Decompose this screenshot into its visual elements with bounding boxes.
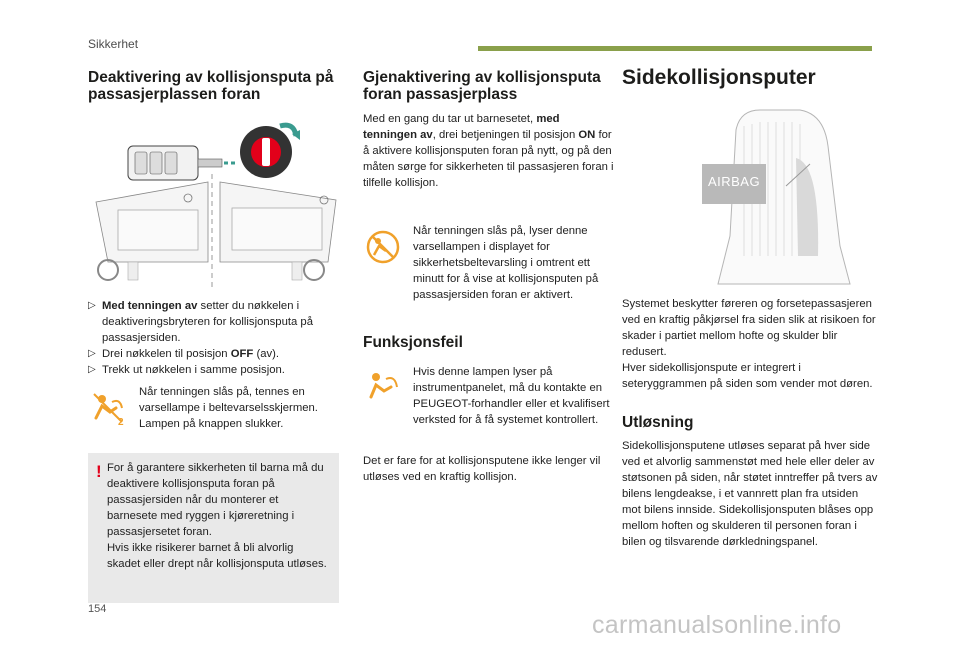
col3-title: Sidekollisjonsputer xyxy=(622,66,816,89)
col1-title: Deaktivering av kollisjonsputa på passasjerplassen foran xyxy=(88,69,334,103)
col1-steps xyxy=(88,298,340,378)
intro-strong: med tenningen av xyxy=(363,113,560,141)
intro-text: , drei betjeningen til posisjon xyxy=(432,129,579,141)
key-switch-illustration xyxy=(88,112,340,292)
bullet-text: (av). xyxy=(253,348,280,360)
bullet-text: Trekk ut nøkkelen i samme posisjon. xyxy=(102,364,285,376)
release-body: Sidekollisjonsputene utløses separat på hver side ved et alvorlig sammenstøt med hele eller deler av støtsonen på siden, når støtet inntreffer på tvers av bilens lengdeakse, i et vannrett plan fra utsiden mot bilens innside. Sidekollisjonsputen blåses opp mellom hoften og skulderen til personen foran i bilen og tilsvarende dørkledningspanel. xyxy=(622,440,878,548)
bullet-strong: OFF xyxy=(230,348,254,360)
intro-text: Med en gang du tar ut barnesetet, xyxy=(363,113,537,125)
side-airbag-seat-illustration xyxy=(700,106,872,288)
col1-indicator-note: Når tenningen slås på, tennes en varsellampe i beltevarselsskjermen. Lampen på knappen slukker. xyxy=(139,386,318,430)
bullet-arrow-icon: ▷ xyxy=(88,364,96,375)
release-title: Utløsning xyxy=(622,414,694,431)
intro-strong: ON xyxy=(578,129,596,141)
header-accent-bar xyxy=(478,46,872,51)
airbag-fault-icon xyxy=(365,369,401,405)
watermark: carmanualsonline.info xyxy=(592,611,842,639)
bullet-arrow-icon: ▷ xyxy=(88,348,96,359)
bullet-text: Drei nøkkelen til posisjon xyxy=(102,348,231,360)
fault-footer: Det er fare for at kollisjonsputene ikke lenger vil utløses ved en kraftig kollisjon. xyxy=(363,455,601,483)
list-item xyxy=(88,362,340,378)
col3-body: Systemet beskytter føreren og forsetepassasjeren ved en kraftig påkjørsel fra siden slik at risikoen for skader i partiet mellom hofte og skulder blir redusert. Hver sidekollisjonspute er integrert i seteryggrammen på siden som vender mot døren. xyxy=(622,298,876,390)
page-number: 154 xyxy=(88,603,107,615)
list-item xyxy=(88,346,340,362)
airbag-on-icon xyxy=(365,229,401,265)
col2-indicator-note: Når tenningen slås på, lyser denne varsellampen i displayet for sikkerhetsbeltevarsling i omtrent ett minutt for å vise at kollisjonsputen på passasjersiden foran er aktivert. xyxy=(413,225,599,301)
bullet-text: setter du nøkkelen i deaktiveringsbryteren for kollisjonsputa på passasjersiden. xyxy=(102,300,313,344)
fault-note: Hvis denne lampen lyser på instrumentpanelet, må du kontakte en PEUGEOT-forhandler eller et kvalifisert verksted for å få systemet kontrollert. xyxy=(413,366,610,426)
section-label: Sikkerhet xyxy=(88,37,139,51)
col2-title: Gjenaktivering av kollisjonsputa foran passasjerplass xyxy=(363,69,601,103)
seat-airbag-label: AIRBAG xyxy=(707,174,761,189)
intro-text: for å aktivere kollisjonsputen foran på nytt, og på den måten sørge for sikkerheten til passasjeren foran i tilfelle kollisjon. xyxy=(363,129,614,189)
warning-text: For å garantere sikkerheten til barna må du deaktivere kollisjonsputa foran på passasjersiden når du monterer et barnesete med ryggen i kjøreretning i passasjersetet foran. Hvis ikke risikerer barnet å bli alvorlig skadet eller drept når kollisjonsputa utløses. xyxy=(107,462,327,570)
svg-text:2: 2 xyxy=(118,417,124,428)
col2-intro xyxy=(363,111,615,191)
list-item xyxy=(88,298,340,346)
warning-exclamation-icon: ! xyxy=(96,462,102,481)
fault-title: Funksjonsfeil xyxy=(363,334,463,351)
bullet-strong: Med tenningen av xyxy=(102,300,198,312)
bullet-arrow-icon: ▷ xyxy=(88,300,96,311)
airbag-off-icon xyxy=(92,392,128,428)
